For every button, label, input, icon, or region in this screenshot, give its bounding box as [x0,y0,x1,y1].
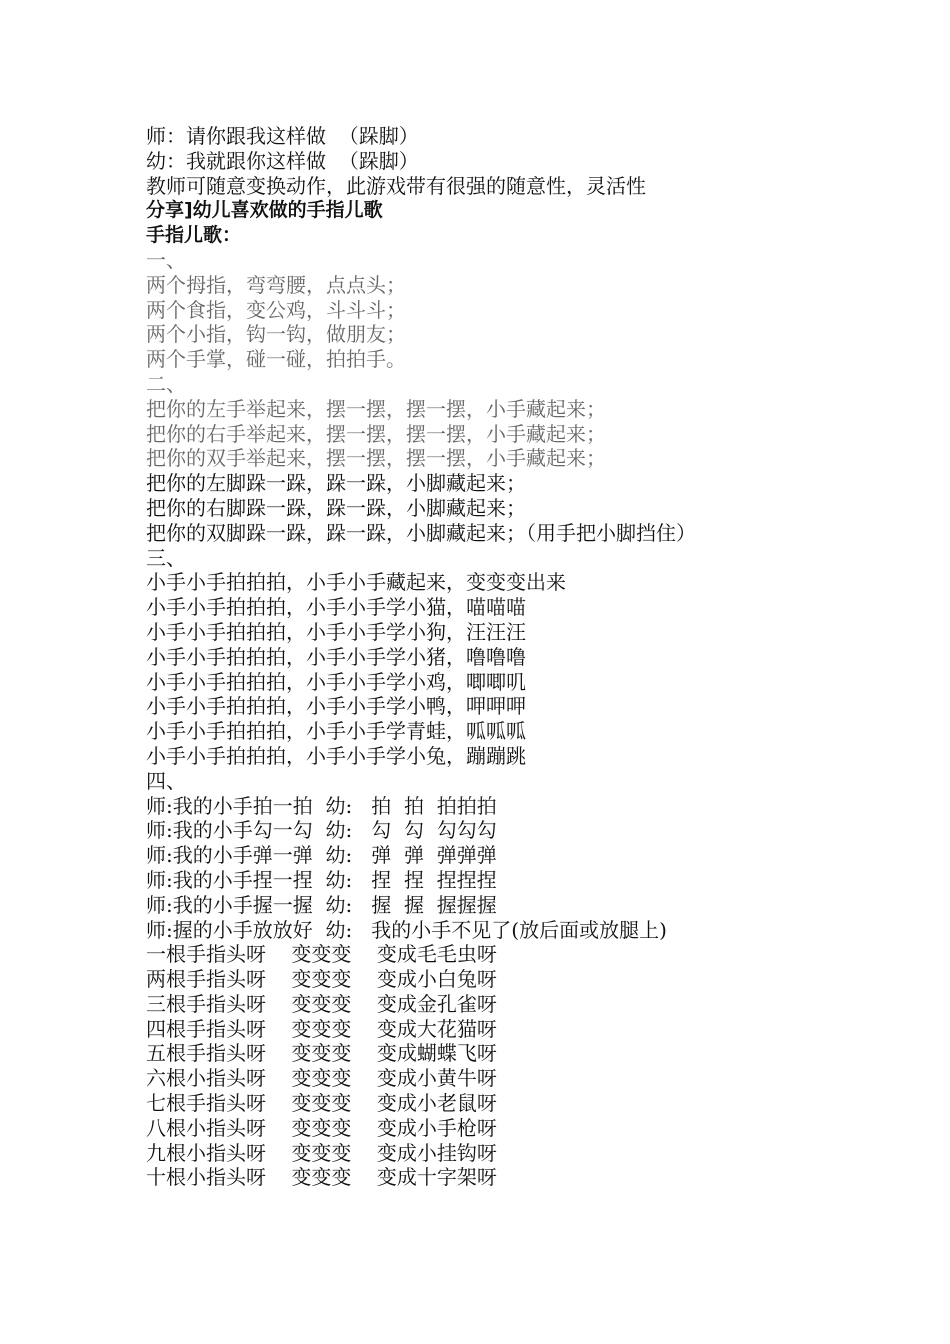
finger-line: 一根手指头呀 变变变 变成毛毛虫呀 [146,942,497,967]
song-line: 小手小手拍拍拍，小手小手学小鸡，唧唧叽 [146,669,526,694]
finger-line: 五根手指头呀 变变变 变成蝴蝶飞呀 [146,1041,497,1066]
song-heading: 手指儿歌： [146,224,242,247]
song-line: 小手小手拍拍拍，小手小手藏起来，变变变出来 [146,570,566,595]
intro-line: 教师可随意变换动作，此游戏带有很强的随意性，灵活性 [146,173,646,198]
song-line: 把你的双脚跺一跺，跺一跺，小脚藏起来；（用手把小脚挡住） [146,520,696,545]
song-line: 小手小手拍拍拍，小手小手学小猪，噜噜噜 [146,644,526,669]
dialogue-line: 师:握的小手放放好 幼: 我的小手不见了(放后面或放腿上) [146,917,667,942]
dialogue-line: 师:我的小手拍一拍 幼: 拍 拍 拍拍拍 [146,793,497,818]
song-line: 小手小手拍拍拍，小手小手学小猫，喵喵喵 [146,595,526,620]
finger-line: 九根小指头呀 变变变 变成小挂钩呀 [146,1140,497,1165]
finger-line: 两根手指头呀 变变变 变成小白兔呀 [146,967,497,992]
dialogue-line: 师:我的小手勾一勾 幼: 勾 勾 勾勾勾 [146,818,497,843]
song-line: 把你的右手举起来，摆一摆，摆一摆，小手藏起来； [146,421,606,446]
section-label: 三、 [146,545,186,570]
section-label: 四、 [146,768,186,793]
finger-line: 八根小指头呀 变变变 变成小手枪呀 [146,1115,497,1140]
song-line: 小手小手拍拍拍，小手小手学小狗，汪汪汪 [146,619,526,644]
finger-line: 四根手指头呀 变变变 变成大花猫呀 [146,1016,497,1041]
dialogue-line: 师:我的小手握一握 幼: 握 握 握握握 [146,892,497,917]
dialogue-line: 师:我的小手捏一捏 幼: 捏 捏 捏捏捏 [146,867,497,892]
document-page [146,124,926,1190]
intro-line: 幼：我就跟你这样做 （跺脚） [146,148,419,173]
finger-line: 十根小指头呀 变变变 变成十字架呀 [146,1165,497,1190]
song-line: 小手小手拍拍拍，小手小手学青蛙，呱呱呱 [146,719,526,744]
song-line: 小手小手拍拍拍，小手小手学小鸭，呷呷呷 [146,694,526,719]
song-line: 两个小指，钩一钩，做朋友； [146,322,406,347]
song-line: 把你的左手举起来，摆一摆，摆一摆，小手藏起来； [146,396,606,421]
finger-line: 六根小指头呀 变变变 变成小黄牛呀 [146,1066,497,1091]
song-line: 把你的左脚跺一跺，跺一跺，小脚藏起来； [146,471,526,496]
intro-line: 师：请你跟我这样做 （跺脚） [146,124,419,148]
section-label: 二、 [146,371,186,396]
song-line: 两个拇指，弯弯腰，点点头； [146,272,406,297]
finger-line: 三根手指头呀 变变变 变成金孔雀呀 [146,991,497,1016]
song-line: 两个手掌，碰一碰，拍拍手。 [146,347,406,372]
song-line: 两个食指，变公鸡，斗斗斗； [146,297,406,322]
finger-line: 七根手指头呀 变变变 变成小老鼠呀 [146,1091,497,1116]
share-heading: 分享]幼儿喜欢做的手指儿歌 [146,199,383,222]
song-line: 小手小手拍拍拍，小手小手学小兔，蹦蹦跳 [146,743,526,768]
dialogue-line: 师:我的小手弹一弹 幼: 弹 弹 弹弹弹 [146,843,497,868]
section-label: 一、 [146,247,186,272]
song-line: 把你的右脚跺一跺，跺一跺，小脚藏起来； [146,495,526,520]
song-line: 把你的双手举起来，摆一摆，摆一摆，小手藏起来； [146,446,606,471]
